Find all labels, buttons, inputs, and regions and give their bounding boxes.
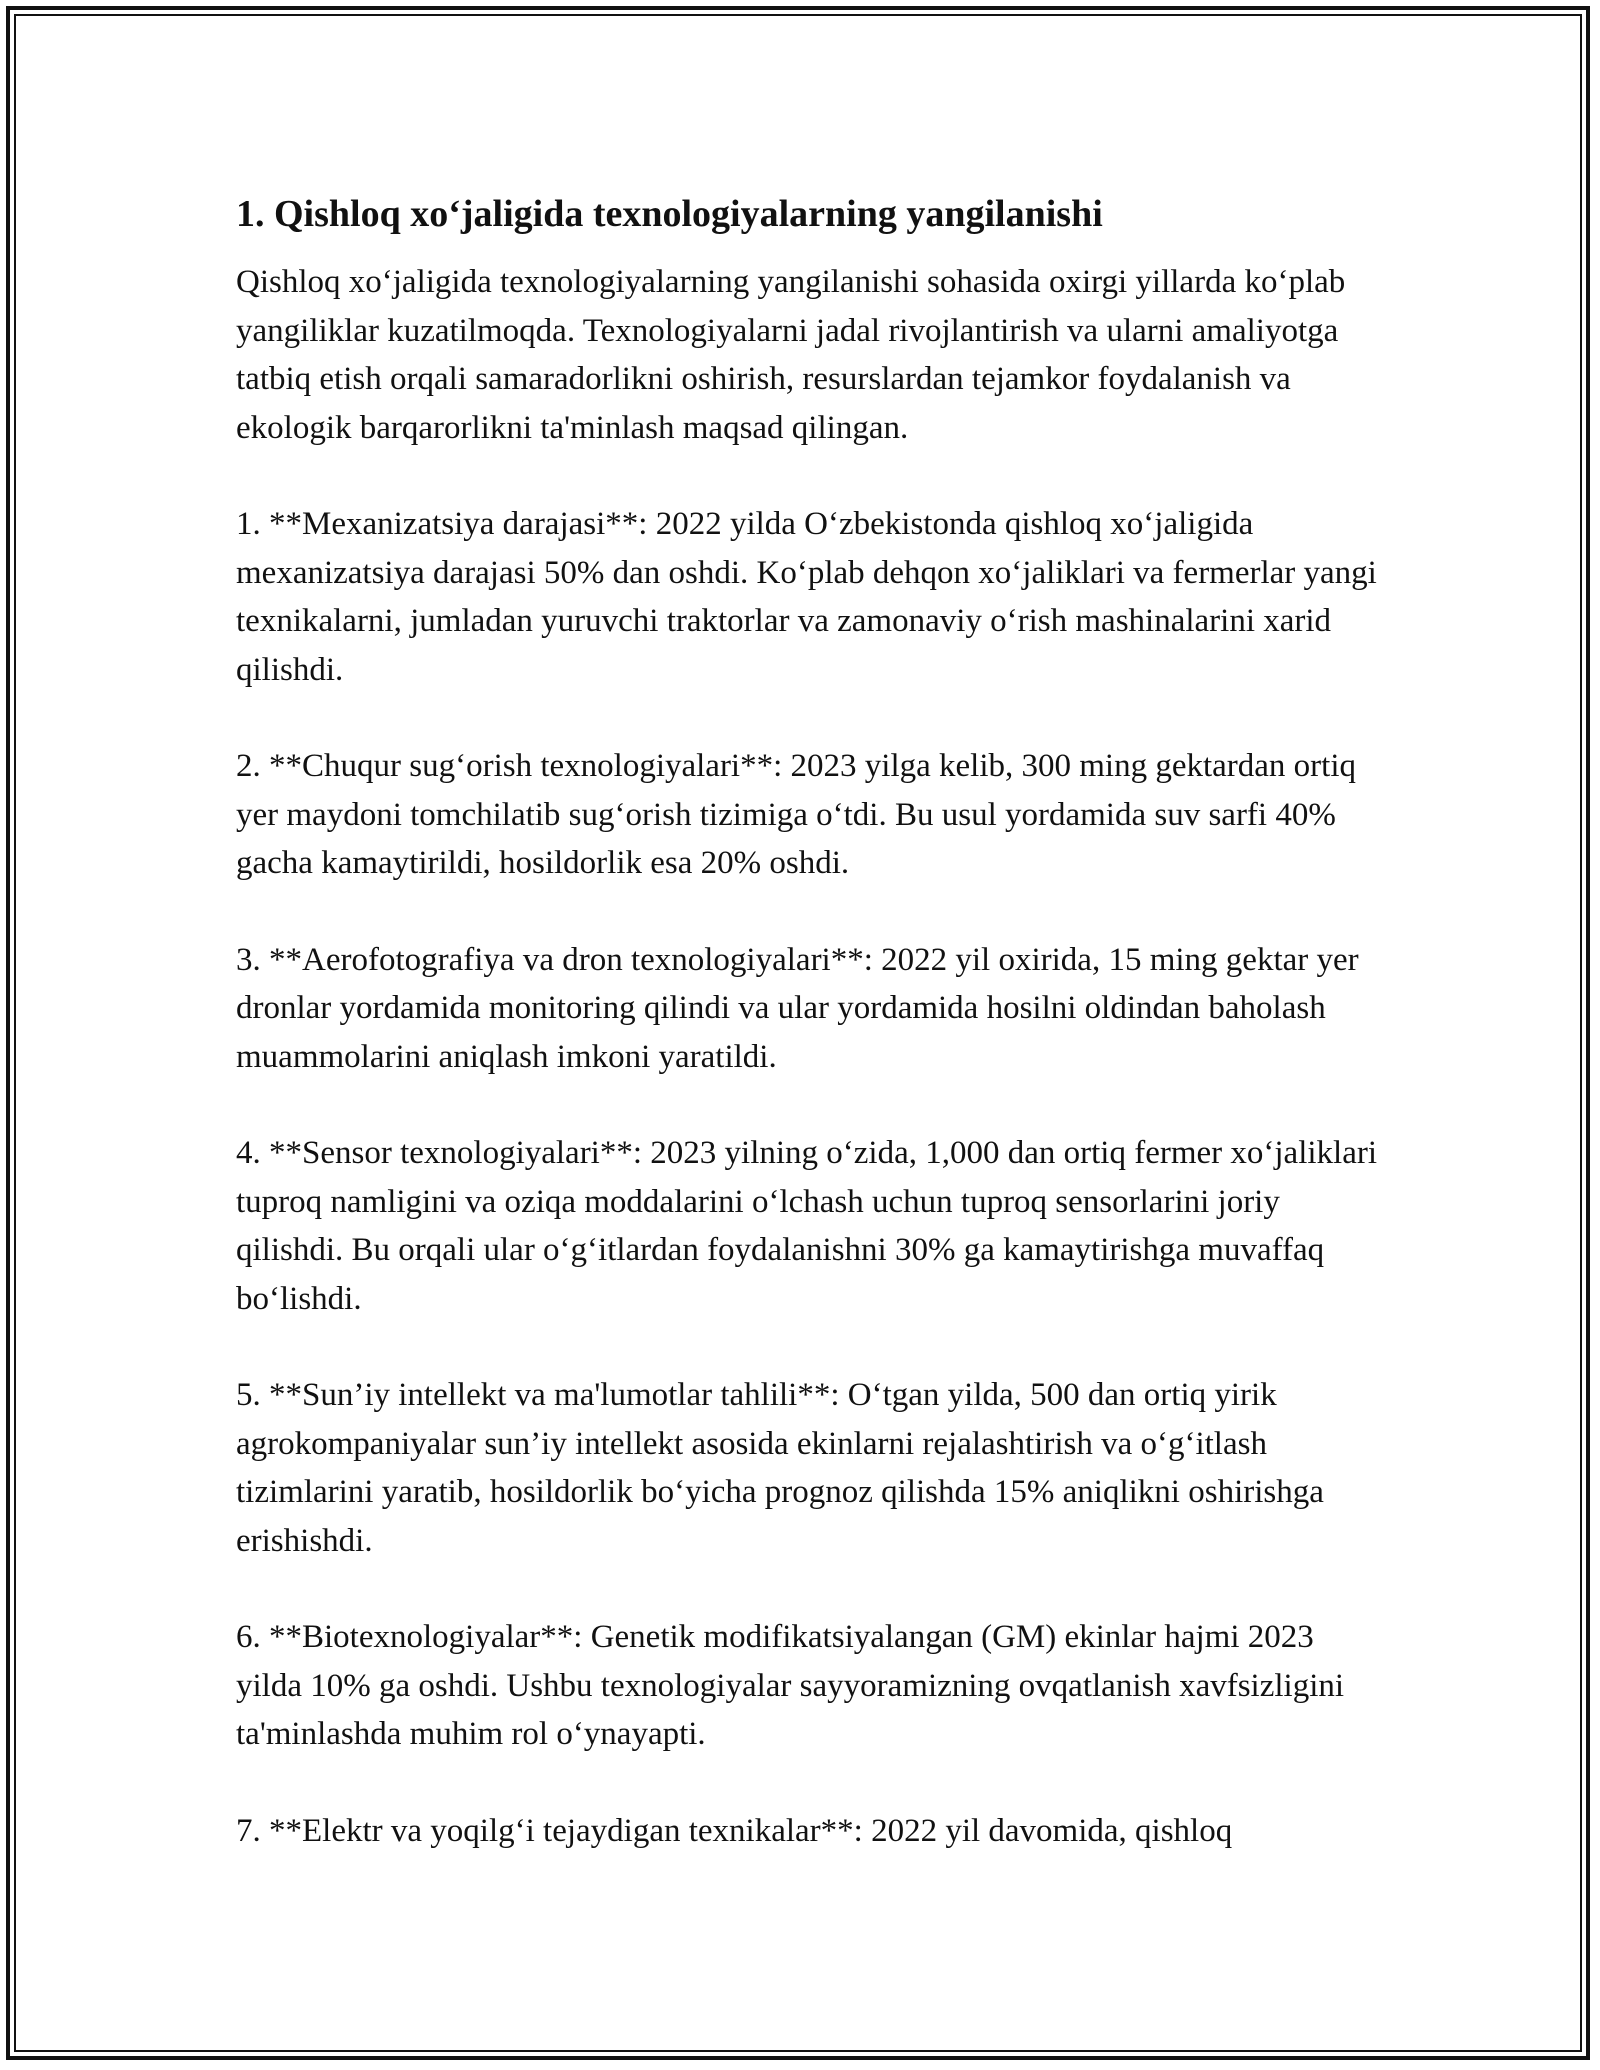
intro-paragraph: Qishloq xo‘jaligida texnologiyalarning yangilanishi sohasida oxirgi yillarda ko‘plab yangiliklar kuzatilmoqda. Texnologiyalarni jadal rivojlantirish va ularni amaliyotga tatbiq etish orqali samaradorlikni oshirish, resurslardan tejamkor foydalanish va ekologik barqarorlikni ta'minlash maqsad qilingan.: [236, 264, 1346, 446]
paragraph-ai: 5. **Sun’iy intellekt va ma'lumotlar tahlili**: O‘tgan yilda, 500 dan ortiq yirik agrokompaniyalar sun’iy intellekt asosida ekinlarni rejalashtirish va o‘g‘itlash tizimlarini yaratib, hosildorlik bo‘yicha prognoz qilishda 15% aniqlikni oshirishga erishishdi.: [236, 1377, 1324, 1559]
paragraph-sensors: 4. **Sensor texnologiyalari**: 2023 yilning o‘zida, 1,000 dan ortiq fermer xo‘jaliklari tuproq namligini va oziqa moddalarini o‘lchash uchun tuproq sensorlarini joriy qilishdi. Bu orqali ular o‘g‘itlardan foydalanishni 30% ga kamaytirishga muvaffaq bo‘lishdi.: [236, 1135, 1377, 1317]
paragraph-irrigation: 2. **Chuqur sug‘orish texnologiyalari**: 2023 yilga kelib, 300 ming gektardan ortiq yer maydoni tomchilatib sug‘orish tizimiga o‘tdi. Bu usul yordamida suv sarfi 40% gacha kamaytirildi, hosildorlik esa 20% oshdi.: [236, 748, 1357, 881]
paragraph-drones: 3. **Aerofotografiya va dron texnologiyalari**: 2022 yil oxirida, 15 ming gektar yer dronlar yordamida monitoring qilindi va ular yordamida hosilni oldindan baholash muammolarini aniqlash imkoni yaratildi.: [236, 941, 1359, 1075]
section-heading: 1. Qishloq xo‘jaligida texnologiyalarning yangilanishi: [236, 193, 1103, 235]
paragraph-energy: 7. **Elektr va yoqilg‘i tejaydigan texnikalar**: 2022 yil davomida, qishloq: [236, 1812, 1233, 1849]
paragraph-biotech: 6. **Biotexnologiyalar**: Genetik modifikatsiyalangan (GM) ekinlar hajmi 2023 yilda 10% ga oshdi. Ushbu texnologiyalar sayyoramizning ovqatlanish xavfsizligini ta'minlashda muhim rol o‘ynayapti.: [236, 1619, 1345, 1752]
document-body: [236, 186, 1386, 1903]
paragraph-mechanization: 1. **Mexanizatsiya darajasi**: 2022 yilda O‘zbekistonda qishloq xo‘jaligida mexanizatsiya darajasi 50% dan oshdi. Ko‘plab dehqon xo‘jaliklari va fermerlar yangi texnikalarni, jumladan yuruvchi traktorlar va zamonaviy o‘rish mashinalarini xarid qilishdi.: [236, 506, 1377, 688]
